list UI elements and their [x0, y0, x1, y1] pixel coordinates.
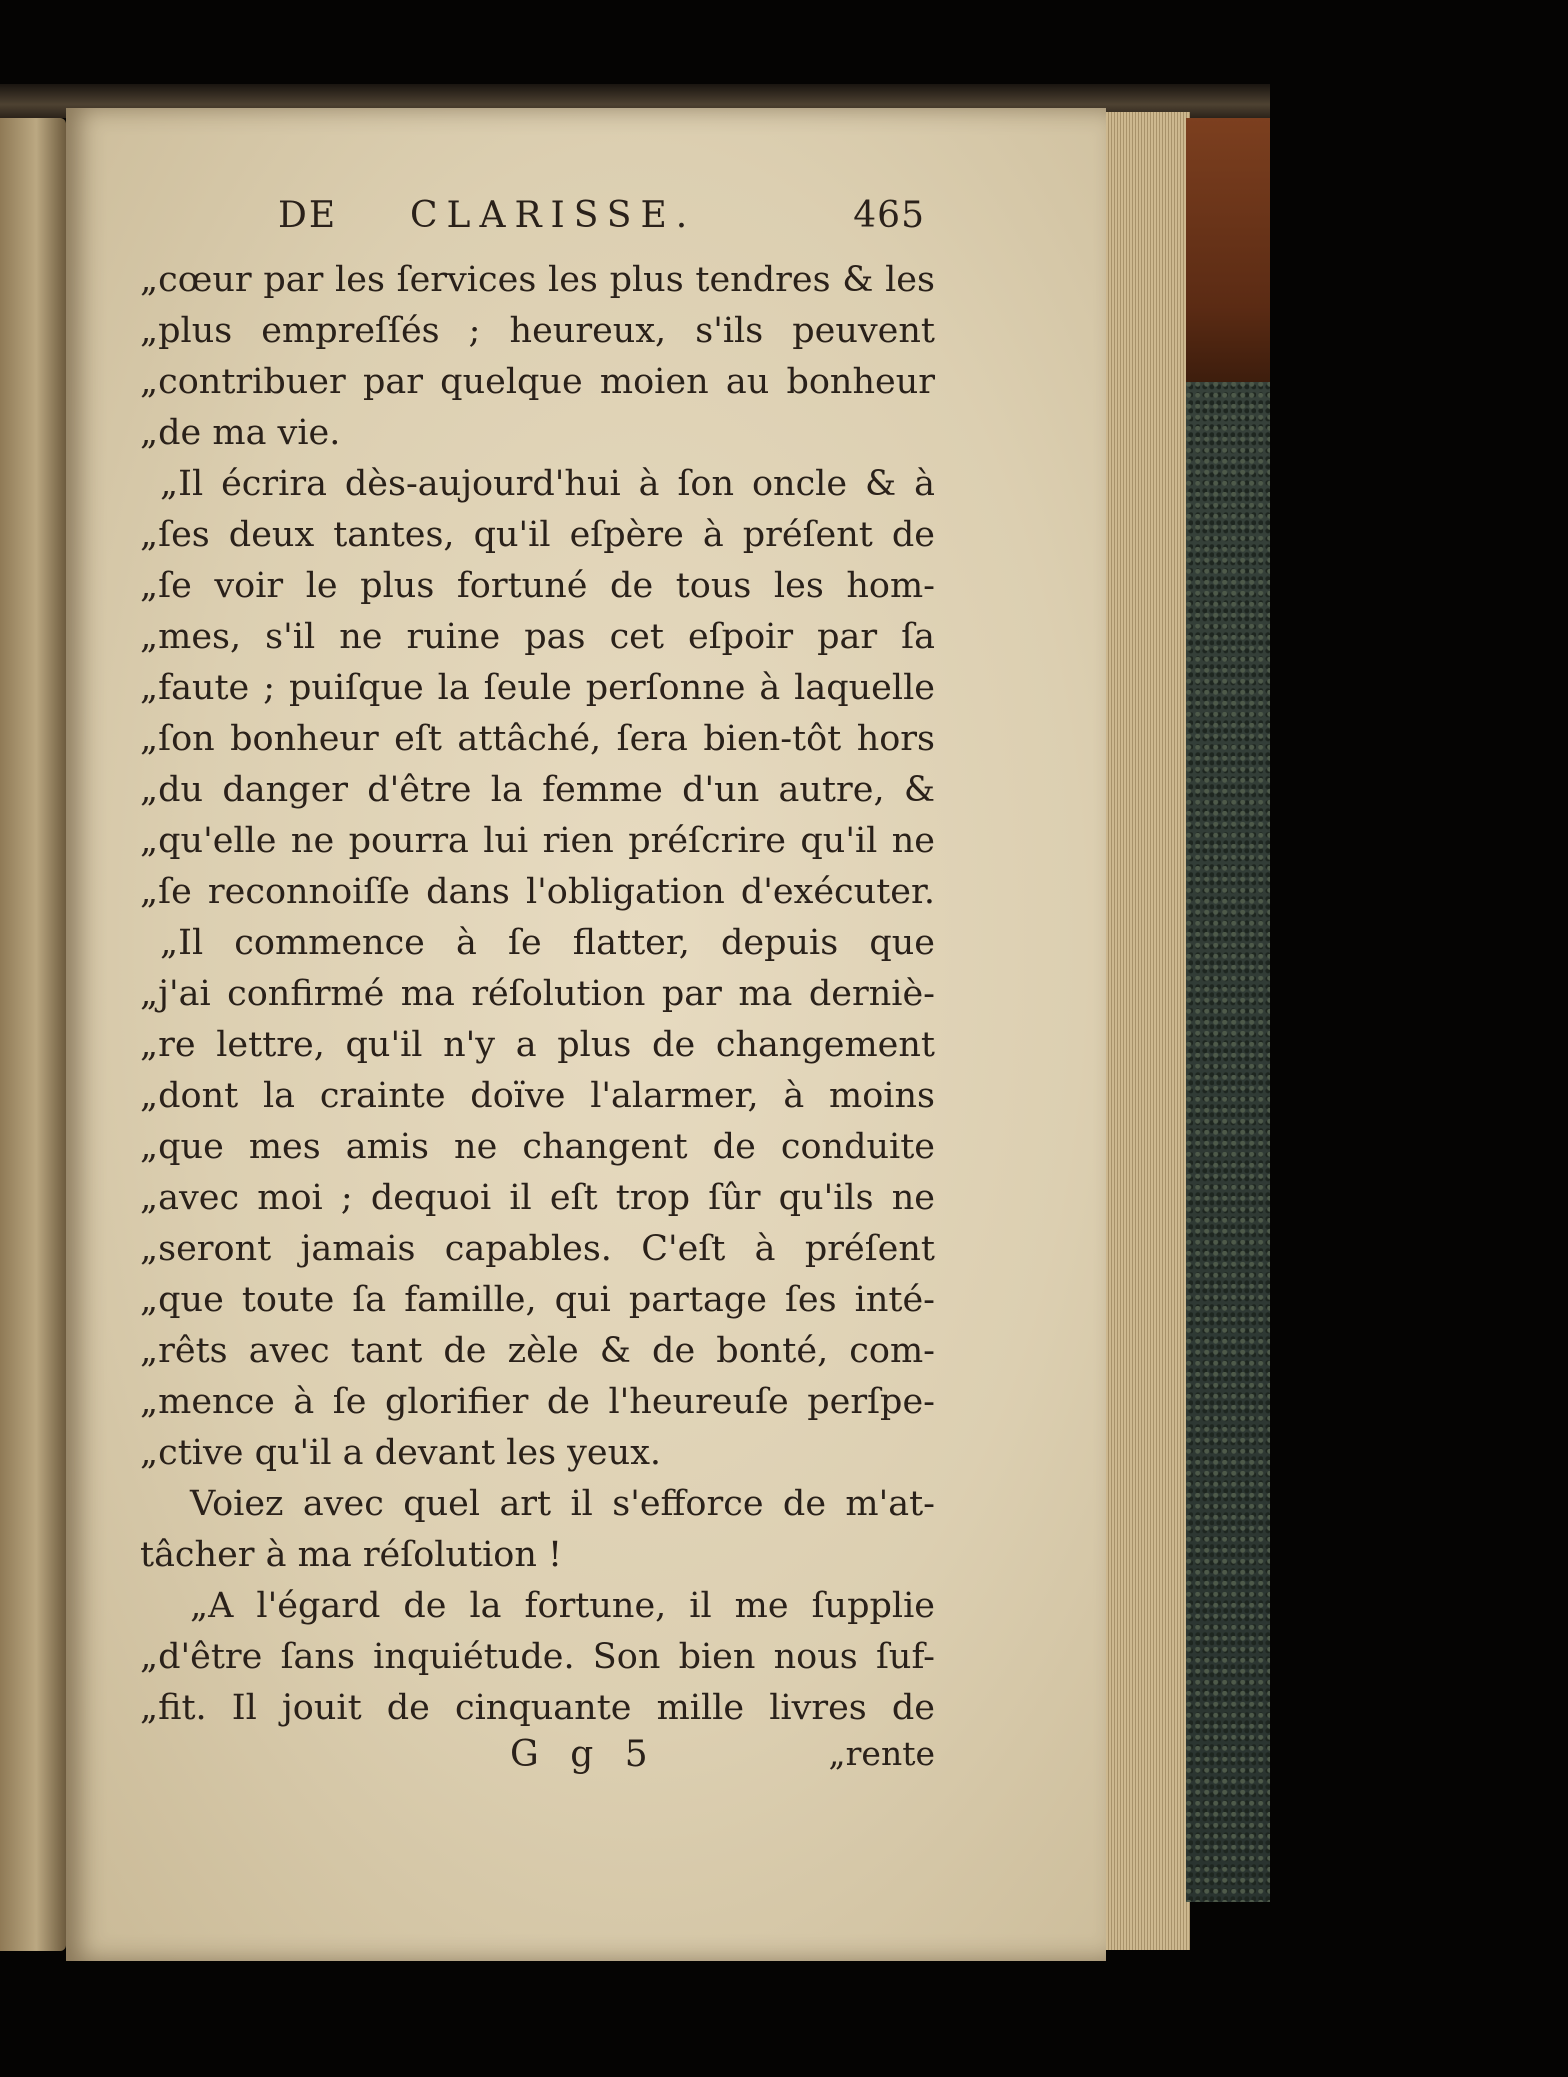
text-line: „ſe reconnoiſſe dans l'obligation d'exécuter.	[140, 872, 935, 912]
text-line: „ſon bonheur eſt attâché, ſera bien-tôt hors	[140, 719, 935, 759]
catchword: „rente	[828, 1734, 935, 1773]
text-line: „Il commence à ſe flatter, depuis que	[160, 923, 935, 963]
text-line: „de ma vie.	[140, 413, 341, 453]
text-line: „d'être ſans inquiétude. Son bien nous ſuf-	[140, 1637, 935, 1677]
text-line: Voiez avec quel art il s'efforce de m'at-	[190, 1484, 935, 1524]
page-number: 465	[853, 195, 925, 236]
text-line: „dont la crainte doïve l'alarmer, à moins	[140, 1076, 935, 1116]
text-line: „ſe voir le plus fortuné de tous les hom-	[140, 566, 935, 606]
page-stack-edges	[1106, 112, 1190, 1950]
running-head	[140, 195, 935, 255]
text-line: „qu'elle ne pourra lui rien préſcrire qu'il ne	[140, 821, 935, 861]
text-line: „fit. Il jouit de cinquante mille livres de	[140, 1688, 935, 1728]
text-line: „re lettre, qu'il n'y a plus de changement	[140, 1025, 935, 1065]
text-line: „ctive qu'il a devant les yeux.	[140, 1433, 662, 1473]
text-line: „A l'égard de la fortune, il me ſupplie	[190, 1586, 935, 1626]
text-line: „du danger d'être la femme d'un autre, &	[140, 770, 935, 810]
left-page-edge	[0, 118, 66, 1951]
text-line: „faute ; puiſque la ſeule perſonne à laquelle	[140, 668, 935, 708]
body-text	[140, 255, 935, 1734]
text-line: „que toute ſa famille, qui partage ſes inté-	[140, 1280, 935, 1320]
text-line: „rêts avec tant de zèle & de bonté, com-	[140, 1331, 935, 1371]
text-line: „avec moi ; dequoi il eſt trop ſûr qu'ils ne	[140, 1178, 935, 1218]
text-line: „mes, s'il ne ruine pas cet eſpoir par ſa	[140, 617, 935, 657]
text-line: „plus empreſſés ; heureux, s'ils peuvent	[140, 311, 935, 351]
text-line: „j'ai confirmé ma réſolution par ma derniè-	[140, 974, 935, 1014]
text-line: „ſes deux tantes, qu'il eſpère à préſent de	[140, 515, 935, 555]
text-line: tâcher à ma réſolution !	[140, 1535, 563, 1575]
text-block	[140, 195, 935, 1789]
page-footer	[140, 1734, 935, 1789]
text-line: „Il écrira dès-aujourd'hui à ſon oncle & à	[160, 464, 935, 504]
running-head-title: CLARISSE.	[410, 195, 697, 236]
leather-spine-corner	[1186, 118, 1270, 388]
text-line: „cœur par les ſervices les plus tendres & les	[140, 260, 935, 300]
signature-mark: G g 5	[510, 1734, 658, 1775]
text-line: „contribuer par quelque moien au bonheur	[140, 362, 935, 402]
text-line: „seront jamais capables. C'eſt à préſent	[140, 1229, 935, 1269]
text-line: „que mes amis ne changent de conduite	[140, 1127, 935, 1167]
marbled-cover-board	[1186, 382, 1270, 1902]
text-line: „mence à ſe glorifier de l'heureuſe perſpe-	[140, 1382, 935, 1422]
running-head-de: DE	[278, 195, 338, 236]
